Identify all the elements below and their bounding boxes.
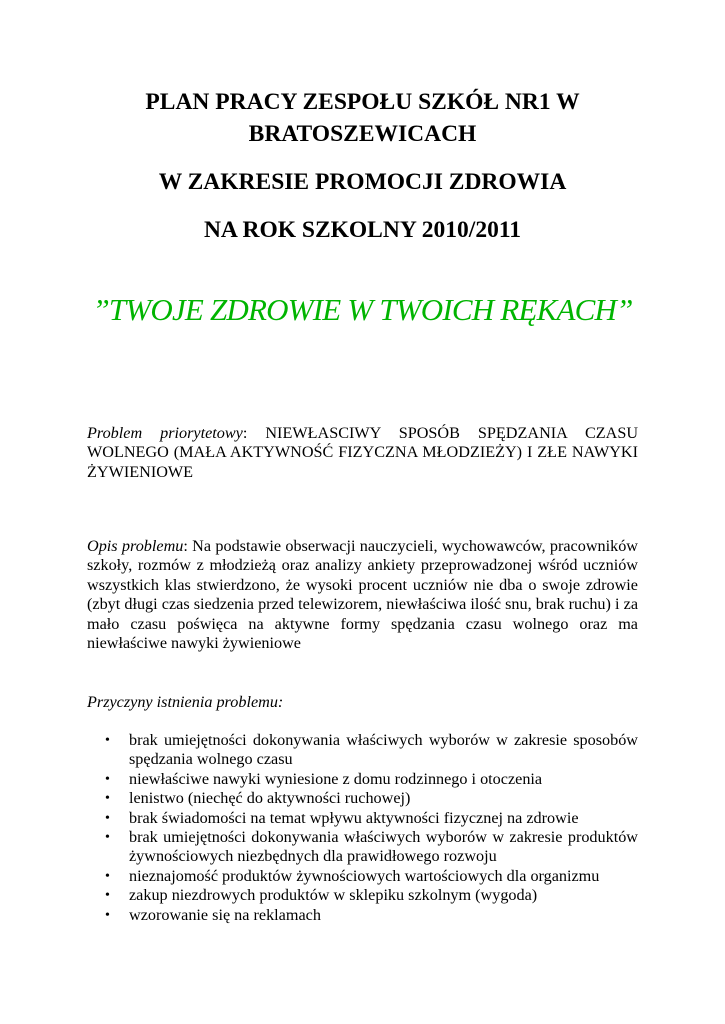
bullet-icon: • [105, 771, 110, 787]
list-item-text: zakup niezdrowych produktów w sklepiku szkolnym (wygoda) [129, 886, 538, 905]
title-line-3: NA ROK SZKOLNY 2010/2011 [203, 217, 522, 243]
list-item-text: brak umiejętności dokonywania właściwych wyborów w zakresie produktów żywnościowych niezbędnych dla prawidłowego rozwoju [129, 828, 638, 866]
list-item [87, 906, 638, 925]
priority-problem-label: Problem priorytetowy [87, 424, 243, 442]
bullet-icon: • [105, 868, 110, 884]
list-item [87, 770, 638, 789]
list-item-text: lenistwo (niechęć do aktywności ruchowej) [129, 789, 411, 808]
problem-description-paragraph [87, 537, 638, 653]
problem-description-text: : Na podstawie obserwacji nauczycieli, wychowawców, pracowników szkoły, rozmów z młodzieżą oraz analizy ankiety przeprowadzonej wśród uczniów wszystkich klas stwierdzono, że wysoki procent uczniów nie dba o swoje zdrowie (zbyt długi czas siedzenia przed telewizorem, niewłaściwa ilość snu, brak ruchu) i za mało czasu poświęca na aktywne formy spędzania czasu wolnego oraz ma niewłaściwe nawyki żywieniowe [87, 537, 638, 653]
motto: ”TWOJE ZDROWIE W TWOICH RĘKACH” [92, 292, 633, 327]
bullet-icon: • [105, 733, 110, 748]
list-item [87, 731, 638, 770]
list-item [87, 809, 638, 828]
list-item [87, 828, 638, 867]
list-item [87, 886, 638, 905]
bullet-icon: • [105, 791, 110, 807]
bullet-icon: • [105, 888, 110, 904]
bullet-icon: • [105, 830, 110, 846]
bullet-icon: • [105, 810, 110, 826]
list-item [87, 789, 638, 808]
problem-description-label: Opis problemu [87, 537, 184, 555]
list-item [87, 867, 638, 886]
list-item-text: nieznajomość produktów żywnościowych wartościowych dla organizmu [129, 866, 600, 885]
priority-problem-text: : NIEWŁASCIWY SPOSÓB SPĘDZANIA CZASU WOLNEGO (MAŁA AKTYWNOŚĆ FIZYCZNA MŁODZIEŻY) I ZŁE NAWYKI ŻYWIENIOWE [87, 424, 639, 481]
causes-list [87, 731, 638, 925]
bullet-icon: • [105, 907, 110, 923]
title-line-1: PLAN PRACY ZESPOŁU SZKÓŁ NR1 W BRATOSZEWICACH [145, 89, 580, 147]
list-item-text: wzorowanie się na reklamach [129, 905, 321, 924]
title-line-2: W ZAKRESIE PROMOCJI ZDROWIA [158, 169, 567, 195]
priority-problem-paragraph [87, 424, 638, 482]
list-item-text: brak umiejętności dokonywania właściwych wyborów w zakresie sposobów spędzania wolnego czasu [129, 731, 638, 769]
causes-heading: Przyczyny istnienia problemu: [87, 693, 284, 711]
list-item-text: niewłaściwe nawyki wyniesione z domu rodzinnego i otoczenia [129, 769, 543, 788]
list-item-text: brak świadomości na temat wpływu aktywności fizycznej na zdrowie [129, 808, 579, 827]
